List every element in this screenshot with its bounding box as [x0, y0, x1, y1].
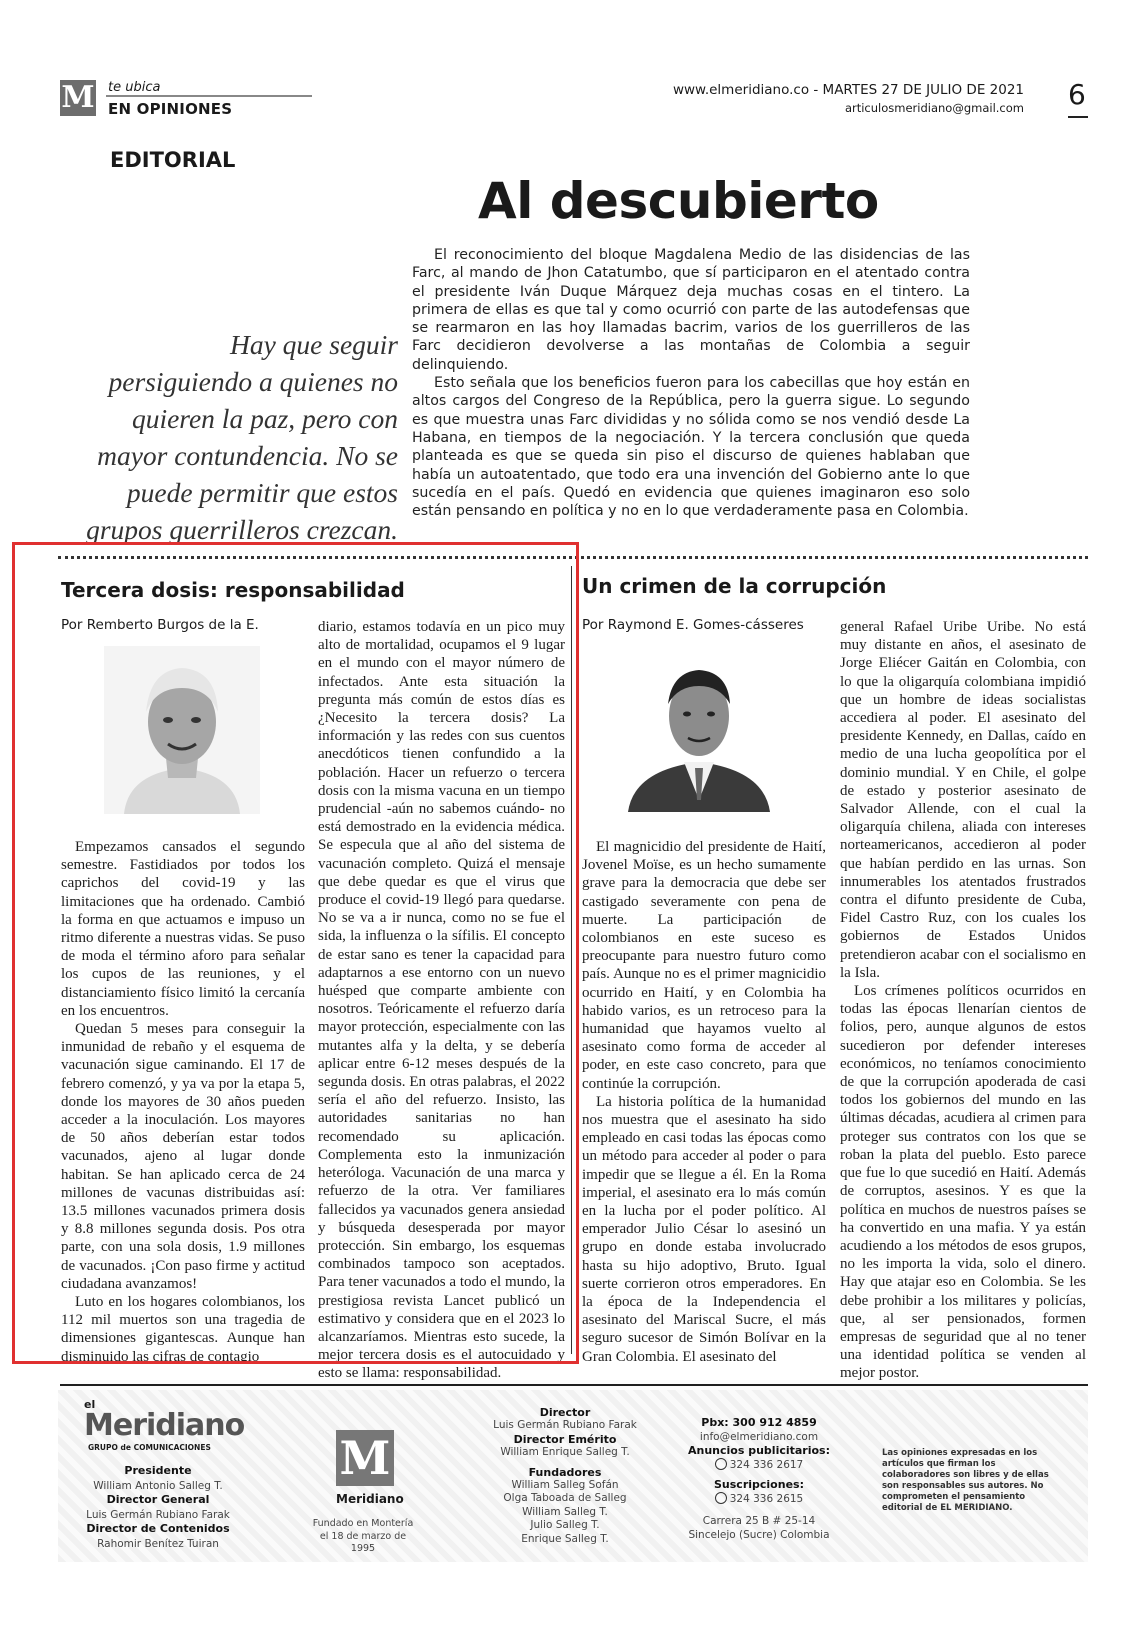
article-paragraph: Quedan 5 meses para conseguir la inmunidad de rebaño y el esquema de vacunación sigue caminando. El 17 de febrero comenzó, y ya va por la etapa 5, donde los mayores de 30 años pueden acceder a la inoculación. Los mayores de 50 años deberían estar todos vacunados, ajeno al lugar donde habitan. Se han aplicado cerca de 24 millones de vacunas distribuidas así: 13.5 millones vacunados primera dosis y 8.8 millones segunda dosis. Pos otra parte, con una sola dosis, 1.9 millones de vacunados. ¡Con paso firme y actitud ciudadana avanzamos!: [61, 1021, 305, 1292]
ads-label: Anuncios publicitarios:: [687, 1444, 831, 1457]
footer-brand-logo: Meridiano: [84, 1408, 245, 1443]
footer-logo-name: Meridiano: [336, 1492, 404, 1506]
staff-name: Olga Taboada de Salleg: [503, 1492, 627, 1505]
staff-role: Fundadores: [528, 1465, 602, 1479]
page-number: 6: [1068, 78, 1086, 111]
article-paragraph: diario, estamos todavía en un pico muy alto de mortalidad, ocupamos el 9 lugar en el mundo con el mayor número de infectados. Ante esta situación la pregunta más común de estos días es ¿Necesito la tercera dosis? La información y las redes con sus cuentos anecdóticos tienen confundido a la población. Hacer un refuerzo o tercera dosis con la misma vacuna en un tiempo prudencial -aún no sabemos cuándo- no está demostrado en la evidencia médica. Se especula que al año del sistema de vacunación completo. Quizá el mensaje que debe quedar es que el virus que produce el covid-19 llegó para quedarse. No se va a ir nunca, como no se fue el sida, la influenza o la sífilis. El concepto de estar sano es tener la capacidad para adaptarnos a ese entorno con un nuevo huésped que comparte ambiente con nosotros. Teóricamente el refuerzo daría mayor protección, especialmente con las mutantes alfa y la delta, y se debería aplicar entre 6-12 meses después de la segunda dosis. En otras palabras, el 2022 sería el año del refuerzo. Insisto, las autoridades sanitarias no han recomendado su aplicación. Complementa esto la inmunización heteróloga. Vacunación de una marca y refuerzo de la otra. Ver familiares fallecidos ya vacunados genera ansiedad y búsqueda desesperada por mayor protección. Sin embargo, los esquemas combinados tampoco son aceptados. Para tener vacunados a todo el mundo, la prestigiosa revista Lancet publicó un estimativo y considera que en el 2023 lo alcanzaríamos. Mientras esto sucede, la mejor tercera dosis es el autocuidado y esto se llama: responsabilidad.: [318, 619, 565, 1382]
footer-email[interactable]: info@elmeridiano.com: [699, 1431, 819, 1443]
section-name: EN OPINIONES: [108, 100, 233, 118]
staff-role: Director de Contenidos: [86, 1522, 230, 1536]
editorial-headline: Al descubierto: [478, 172, 879, 230]
article-paragraph: Empezamos cansados el segundo semestre. Fastidiados por todos los caprichos del covid-19 y las limitaciones que ha ordenado. Cambió la forma en que actuamos e impuso un ritmo diferente a nuestras vidas. Se puso de moda el término aforo para señalar los cupos de las reuniones, y el distanciamiento físico limitó la cercanía en los encuentros.: [61, 839, 305, 1019]
editorial-paragraph: Esto señala que los beneficios fueron para los cabecillas que hoy están en altos cargos del Congreso de la República, pero la guerra sigue. Lo segundo es que muestra unas Farc divididas y no sólida como se nos vendió desde La Habana, en tiempos de la negociación. Y la tercera conclusión que queda planteada es que se queda sin piso el discurso de quienes hablaban que había un autoatentado, que todo era una invención del Gobierno ante lo que sucedía en el país. Quedó en evidencia que quienes imaginaron eso solo están pensando en política y no en lo que verdaderamente pasa en Colombia.: [412, 375, 970, 520]
left-article-byline: Por Remberto Burgos de la E.: [61, 617, 259, 633]
staff-name: William Salleg T.: [522, 1505, 608, 1518]
staff-role: Director General: [106, 1493, 210, 1507]
footer-staff-left: [84, 1464, 232, 1552]
pull-quote: Hay que seguir persiguiendo a quienes no quieren la paz, pero con mayor contundencia. No se puede permitir que estos grupos guerrilleros crezcan.: [86, 329, 398, 545]
subscriptions-phone[interactable]: 324 336 2615: [674, 1492, 844, 1506]
contact-email[interactable]: articulosmeridiano@gmail.com: [844, 101, 1024, 115]
whatsapp-icon: [715, 1458, 727, 1470]
tagline-divider: [106, 95, 312, 97]
subscriptions-label: Suscripciones:: [714, 1478, 804, 1491]
footer-disclaimer: Las opiniones expresadas en los artículos que firman los colaboradores son libres y de ellas son responsables sus autores. No comprometen el pensamiento editorial de EL MERIDIANO.: [882, 1448, 1049, 1513]
left-article-headline: Tercera dosis: responsabilidad: [61, 578, 405, 602]
staff-name: William Salleg Sofán: [511, 1479, 619, 1492]
site-and-date[interactable]: www.elmeridiano.co - MARTES 27 DE JULIO DE 2021: [672, 82, 1024, 98]
editorial-paragraph: El reconocimiento del bloque Magdalena Medio de las disidencias de las Farc, al mando de Jhon Catatumbo, que sí participaron en el atentado contra el presidente Iván Duque Márquez deja muchas cosas en el tintero. La primera de ellas es que tal y como ocurrió con parte de las autodefensas que se rearmaron en las hoy llamadas bacrim, varios de los guerrilleros de las Farc decidieron devolverse a las montañas de Colombia a seguir delinquiendo.: [412, 247, 970, 373]
staff-role: Director Emérito: [513, 1432, 617, 1446]
ads-phone[interactable]: 324 336 2617: [674, 1458, 844, 1472]
founded-line: el 18 de marzo de 1995: [319, 1530, 407, 1554]
article-paragraph: general Rafael Uribe Uribe. No está muy distante en años, el asesinato de Jorge Eliécer Gaitán en Colombia, con lo que la oligarquía colombiana impidió que un hombre de ideas socialistas accediera al poder. El asesinato del presidente Kennedy, en Dallas, caído en medio de una lucha geopolítica por el dominio mundial. Y en Chile, el golpe de estado y posterior asesinato de Salvador Allende, con el cual la oligarquía chilena, aliada con intereses norteamericanos, accedieron al poder que habían perdido en las urnas. Son innumerables los atentados frustrados contra el difunto presidente de Cuba, Fidel Castro Ruz, con los cuales los gobiernos de Estados Unidos pretendieron acabar con el socialismo en la Isla.: [840, 619, 1086, 981]
right-article-headline: Un crimen de la corrupción: [582, 574, 887, 598]
footer-staff-middle: [486, 1406, 644, 1546]
address-line: Sincelejo (Sucre) Colombia: [688, 1529, 830, 1541]
footer-m-logo: M: [336, 1430, 394, 1486]
footer-contact: [674, 1416, 844, 1542]
brand-logo: M: [61, 80, 95, 115]
staff-role: Presidente: [124, 1464, 192, 1477]
staff-name: Luis Germán Rubiano Farak: [86, 1508, 230, 1521]
footer-founded: [308, 1518, 418, 1556]
page-number-underline: [1068, 116, 1088, 118]
right-article-byline: Por Raymond E. Gomes-cásseres: [582, 617, 804, 633]
staff-name: William Antonio Salleg T.: [93, 1479, 223, 1492]
article-paragraph: Luto en los hogares colombianos, los 112 mil muertos son una tragedia de dimensiones gigantescas. Aunque han disminuido las cifras de contagio: [61, 1294, 305, 1365]
article-paragraph: Los crímenes políticos ocurridos en todas las épocas llenarían cientos de folios, pero, aunque algunos de estos sucedieron por defender intereses económicos, no teníamos conocimiento de que la corrupción apoderada de casi todos los gobiernos del mundo en las últimas décadas, acudiera al crimen para proteger sus contratos con los que se roban la plata del pueblo. Esto parece que fue lo que sucedió en Haití. Además de corruptos, asesinos. Y es que la política en muchos de nuestros países se ha convertido en una mafia. Y ya están acudiendo a los métodos de esos grupos, no les importa la vida, solo el dinero. Hay que atajar eso en Colombia. Se les debe prohibir a los militares y policías, que, al ser pensionados, formen empresas de seguridad que al no tener una identidad política se venden al mejor postor.: [840, 983, 1086, 1382]
footer-brand-subtitle: GRUPO de COMUNICACIONES: [88, 1443, 211, 1452]
staff-name: William Enrique Salleg T.: [500, 1446, 630, 1459]
staff-name: Julio Salleg T.: [530, 1519, 600, 1532]
staff-name: Luis Germán Rubiano Farak: [493, 1419, 637, 1432]
footer-divider: [60, 1384, 1088, 1386]
editorial-kicker: EDITORIAL: [110, 148, 236, 172]
staff-name: Rahomir Benítez Tuiran: [97, 1537, 219, 1550]
address-line: Carrera 25 B # 25-14: [702, 1515, 816, 1527]
selection-highlight-box: [12, 542, 579, 1364]
whatsapp-icon: [715, 1492, 727, 1504]
founded-line: Fundado en Montería: [312, 1518, 414, 1529]
staff-role: Director: [539, 1406, 591, 1419]
editorial-body: [412, 246, 970, 520]
right-article-column-2: [840, 618, 1086, 1383]
article-paragraph: El magnicidio del presidente de Haití, Jovenel Moïse, es un hecho sumamente grave para la democracia que debe ser castigado severamente con pena de muerte. La participación de colombianos en este suceso es preocupante para nuestro futuro como país. Aunque no es el primer magnicidio ocurrido en Haití, y en Colombia ha habido varios, es un retroceso para la humanidad que hayamos vuelto al asesinato como forma de acceder al poder, en este caso concreto, para que continúe la corrupción.: [582, 839, 826, 1092]
right-article-column-1: [582, 838, 826, 1366]
author-photo: [624, 650, 774, 812]
pbx-phone[interactable]: Pbx: 300 912 4859: [701, 1416, 817, 1429]
staff-name: Enrique Salleg T.: [521, 1532, 609, 1545]
article-paragraph: La historia política de la humanidad nos muestra que el asesinato ha sido empleado en casi todas las épocas como un método para acceder al poder o para impedir que se llegue a él. En la Roma imperial, el asesinato era lo más común en la lucha por el poder político. Al emperador Julio César lo asesinó un grupo en donde estaba involucrado hasta su hijo adoptivo, Bruto. Igual suerte corrieron otros emperadores. En la época de la Independencia el asesinato del Mariscal Sucre, el más seguro sucesor de Simón Bolívar en la Gran Colombia. El asesinato del: [582, 1093, 826, 1365]
footer-brand-prefix: el: [84, 1398, 96, 1411]
section-tagline: te ubica: [108, 80, 161, 95]
